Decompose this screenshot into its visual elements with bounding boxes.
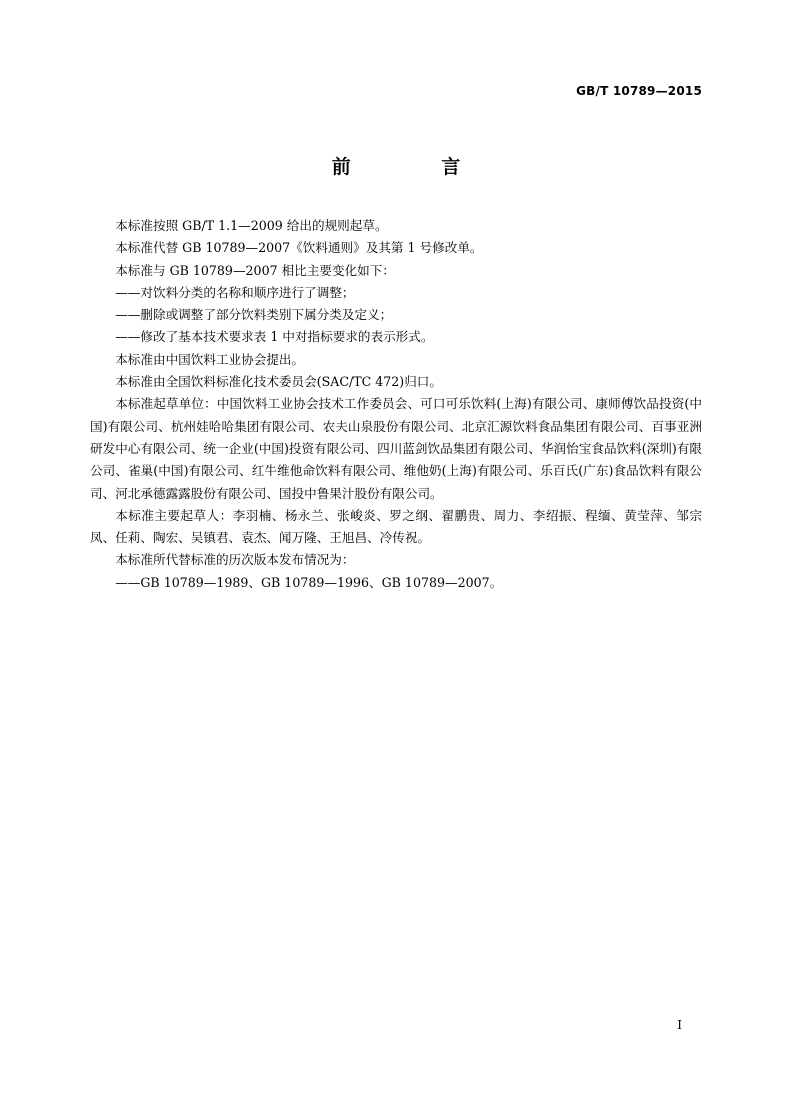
paragraph-drafting-rules: 本标准按照 GB/T 1.1—2009 给出的规则起草。 xyxy=(115,218,388,233)
paragraph-drafting-units: 本标准起草单位：中国饮料工业协会技术工作委员会、可口可乐饮料(上海)有限公司、康师傅饮品投资(中国)有限公司、杭州娃哈哈集团有限公司、农夫山泉股份有限公司、北京汇源饮料食品集团有限公司、百事亚洲研发中心有限公司、统一企业(中国)投资有限公司、四川蓝剑饮品集团有限公司、华润怡宝食品饮料(深圳)有限公司、雀巢(中国)有限公司、红牛维他命饮料有限公司、维他奶(上海)有限公司、乐百氏(广东)食品饮料有限公司、河北承德露露股份有限公司、国投中鲁果汁股份有限公司。 xyxy=(90,396,702,501)
paragraph-under-jurisdiction: 本标准由全国饮料标准化技术委员会(SAC/TC 472)归口。 xyxy=(115,374,442,390)
list-item-change-3: ——修改了基本技术要求表 1 中对指标要求的表示形式。 xyxy=(115,329,434,345)
paragraph-proposed-by: 本标准由中国饮料工业协会提出。 xyxy=(115,351,305,367)
page-number: I xyxy=(677,1018,682,1032)
list-item-change-2: ——删除或调整了部分饮料类别下属分类及定义； xyxy=(115,307,393,323)
paragraph-drafters: 本标准主要起草人：李羽楠、杨永兰、张峻炎、罗之纲、翟鹏贵、周力、李绍振、程缅、黄莹萍、邹宗凤、任莉、陶宏、吴镇君、袁杰、闻万隆、王旭昌、冷传祝。 xyxy=(90,507,702,546)
paragraph-changes-intro: 本标准与 GB 10789—2007 相比主要变化如下： xyxy=(115,262,395,278)
paragraph-history-intro: 本标准所代替标准的历次版本发布情况为： xyxy=(115,552,355,568)
standard-code: GB/T 10789—2015 xyxy=(576,84,702,98)
list-item-change-1: ——对饮料分类的名称和顺序进行了调整； xyxy=(115,284,355,300)
page-title: 前 言 xyxy=(331,156,503,178)
list-item-history: ——GB 10789—1989、GB 10789—1996、GB 10789—2007。 xyxy=(115,574,503,590)
foreword-body xyxy=(90,215,702,594)
paragraph-replaces: 本标准代替 GB 10789—2007《饮料通则》及其第 1 号修改单。 xyxy=(115,240,483,256)
